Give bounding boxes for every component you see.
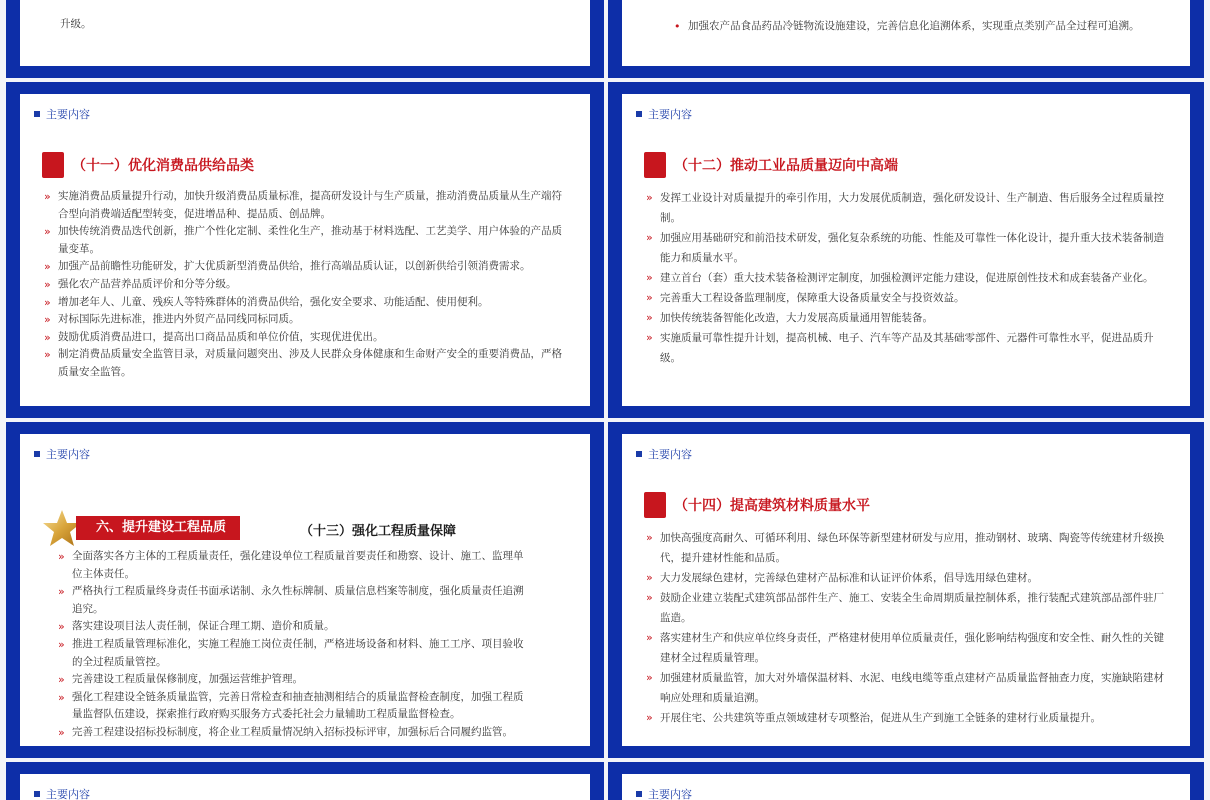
section-tag — [636, 786, 692, 800]
list-item: » 建立首台（套）重大技术装备检测评定制度，加强检测评定能力建设，促进原创性技术和成套装备产业化。 — [646, 268, 1172, 288]
card-title: （十二）推动工业品质量迈向中高端 — [674, 158, 898, 174]
slide-card-11-inner — [20, 94, 590, 406]
list-item: » 开展住宅、公共建筑等重点领域建材专项整治，促进从生产到施工全链条的建材行业质量提升。 — [646, 708, 1172, 728]
list-item: » 鼓励优质消费品进口，提高出口商品品质和单位价值，实现优进优出。 — [44, 329, 572, 347]
list-item: » 强化农产品营养品质评价和分等分级。 — [44, 276, 572, 294]
slide-bottom-left — [6, 762, 604, 800]
list-item: » 发挥工业设计对质量提升的牵引作用，大力发展优质制造，强化研发设计、生产制造、售后服务全过程质量控制。 — [646, 188, 1172, 228]
list-item: » 实施质量可靠性提升计划，提高机械、电子、汽车等产品及其基础零部件、元器件可靠性水平，促进品质升级。 — [646, 328, 1172, 368]
list-item: » 加快传统消费品迭代创新，推广个性化定制、柔性化生产，推动基于材料选配、工艺美学、用户体验的产品质量变革。 — [44, 223, 572, 258]
list-item: » 推进工程质量管理标准化，实施工程施工岗位责任制，严格进场设备和材料、施工工序、项目验收的全过程质量管控。 — [58, 636, 530, 671]
slide-card-14 — [608, 422, 1204, 758]
section-tag — [34, 446, 90, 462]
list-item: » 加快传统装备智能化改造，大力发展高质量通用智能装备。 — [646, 308, 1172, 328]
section-label: 主要内容 — [46, 108, 90, 121]
slide-card-11 — [6, 82, 604, 418]
card-list — [646, 528, 1172, 728]
square-icon — [34, 451, 40, 457]
list-item: » 加强建材质量监管，加大对外墙保温材料、水泥、电线电缆等重点建材产品质量监督抽查力度，实施缺陷建材响应处理和质量追溯。 — [646, 668, 1172, 708]
list-item: » 全面落实各方主体的工程质量责任，强化建设单位工程质量首要责任和勘察、设计、施工、监理单位主体责任。 — [58, 548, 530, 583]
square-icon — [34, 111, 40, 117]
list-item: » 加强产品前瞻性功能研发，扩大优质新型消费品供给，推行高端品质认证，以创新供给引领消费需求。 — [44, 258, 572, 276]
list-item: » 落实建设项目法人责任制，保证合理工期、造价和质量。 — [58, 618, 530, 636]
slide-bottom-left-inner — [20, 774, 590, 800]
square-icon — [636, 111, 642, 117]
list-item: » 强化工程建设全链条质量监管，完善日常检查和抽查抽测相结合的质量监督检查制度，加强工程质量监督队伍建设，探索推行政府购买服务方式委托社会力量辅助工程质量监督检查。 — [58, 689, 530, 724]
list-item: » 鼓励企业建立装配式建筑部品部件生产、施工、安装全生命周期质量控制体系，推行装配式建筑部品部件驻厂监造。 — [646, 588, 1172, 628]
section-label: 主要内容 — [648, 108, 692, 121]
slide-bottom-right — [608, 762, 1204, 800]
card-title: （十四）提高建筑材料质量水平 — [674, 498, 870, 514]
slide-top-left-inner — [20, 0, 590, 66]
section-label: 主要内容 — [648, 448, 692, 461]
slide-top-left — [6, 0, 604, 78]
list-item: » 严格执行工程质量终身责任书面承诺制、永久性标牌制、质量信息档案等制度，强化质量责任追溯追究。 — [58, 583, 530, 618]
section-tag — [34, 106, 90, 122]
card-list — [58, 548, 530, 742]
card-list — [44, 188, 572, 382]
slide-card-13-inner — [20, 434, 590, 746]
square-icon — [636, 451, 642, 457]
top-left-tail-text: 升级。 — [60, 18, 92, 30]
square-icon — [636, 791, 642, 797]
card-heading — [644, 152, 898, 178]
slide-card-13 — [6, 422, 604, 758]
red-flag-icon — [42, 152, 64, 178]
list-item: » 加快高强度高耐久、可循环利用、绿色环保等新型建材研发与应用，推动钢材、玻璃、陶瓷等传统建材升级换代，提升建材性能和品质。 — [646, 528, 1172, 568]
list-item: » 落实建材生产和供应单位终身责任，严格建材使用单位质量责任，强化影响结构强度和安全性、耐久性的关键建材全过程质量管理。 — [646, 628, 1172, 668]
card-title: （十一）优化消费品供给品类 — [72, 158, 254, 174]
section-tag — [636, 446, 692, 462]
chapter-badge — [42, 508, 240, 548]
chapter-badge-label: 六、提升建设工程品质 — [76, 516, 240, 540]
card-title: （十三）强化工程质量保障 — [300, 524, 457, 539]
list-item: » 大力发展绿色建材，完善绿色建材产品标准和认证评价体系，倡导选用绿色建材。 — [646, 568, 1172, 588]
list-item: » 加强应用基础研究和前沿技术研发，强化复杂系统的功能、性能及可靠性一体化设计，提升重大技术装备制造能力和质量水平。 — [646, 228, 1172, 268]
section-label: 主要内容 — [46, 448, 90, 461]
list-item: » 制定消费品质量安全监管目录，对质量问题突出、涉及人民群众身体健康和生命财产安全的重要消费品，严格质量安全监管。 — [44, 346, 572, 381]
red-flag-icon — [644, 152, 666, 178]
section-label: 主要内容 — [648, 788, 692, 800]
slide-card-12-inner — [622, 94, 1190, 406]
square-icon — [34, 791, 40, 797]
section-label: 主要内容 — [46, 788, 90, 800]
list-item: » 完善建设工程质量保修制度，加强运营维护管理。 — [58, 671, 530, 689]
slide-card-14-inner — [622, 434, 1190, 746]
card-list — [646, 188, 1172, 368]
list-item: » 完善工程建设招标投标制度，将企业工程质量情况纳入招标投标评审，加强标后合同履约监管。 — [58, 724, 530, 742]
list-item: • 加强农产品食品药品冷链物流设施建设，完善信息化追溯体系，实现重点类别产品全过程可追溯。 — [674, 18, 1150, 36]
list-item: » 实施消费品质量提升行动，加快升级消费品质量标准，提高研发设计与生产质量，推动消费品质量从生产端符合型向消费端适配型转变，促进增品种、提品质、创品牌。 — [44, 188, 572, 223]
section-tag — [636, 106, 692, 122]
card-heading — [42, 152, 254, 178]
card-heading — [644, 492, 870, 518]
red-flag-icon — [644, 492, 666, 518]
top-right-list — [674, 18, 1150, 36]
slide-top-right — [608, 0, 1204, 78]
list-item: » 完善重大工程设备监理制度，保障重大设备质量安全与投资效益。 — [646, 288, 1172, 308]
list-item: » 增加老年人、儿童、残疾人等特殊群体的消费品供给，强化安全要求、功能适配、使用便利。 — [44, 294, 572, 312]
slide-bottom-right-inner — [622, 774, 1190, 800]
section-tag — [34, 786, 90, 800]
slide-top-right-inner — [622, 0, 1190, 66]
list-item: » 对标国际先进标准，推进内外贸产品同线同标同质。 — [44, 311, 572, 329]
slide-card-12 — [608, 82, 1204, 418]
